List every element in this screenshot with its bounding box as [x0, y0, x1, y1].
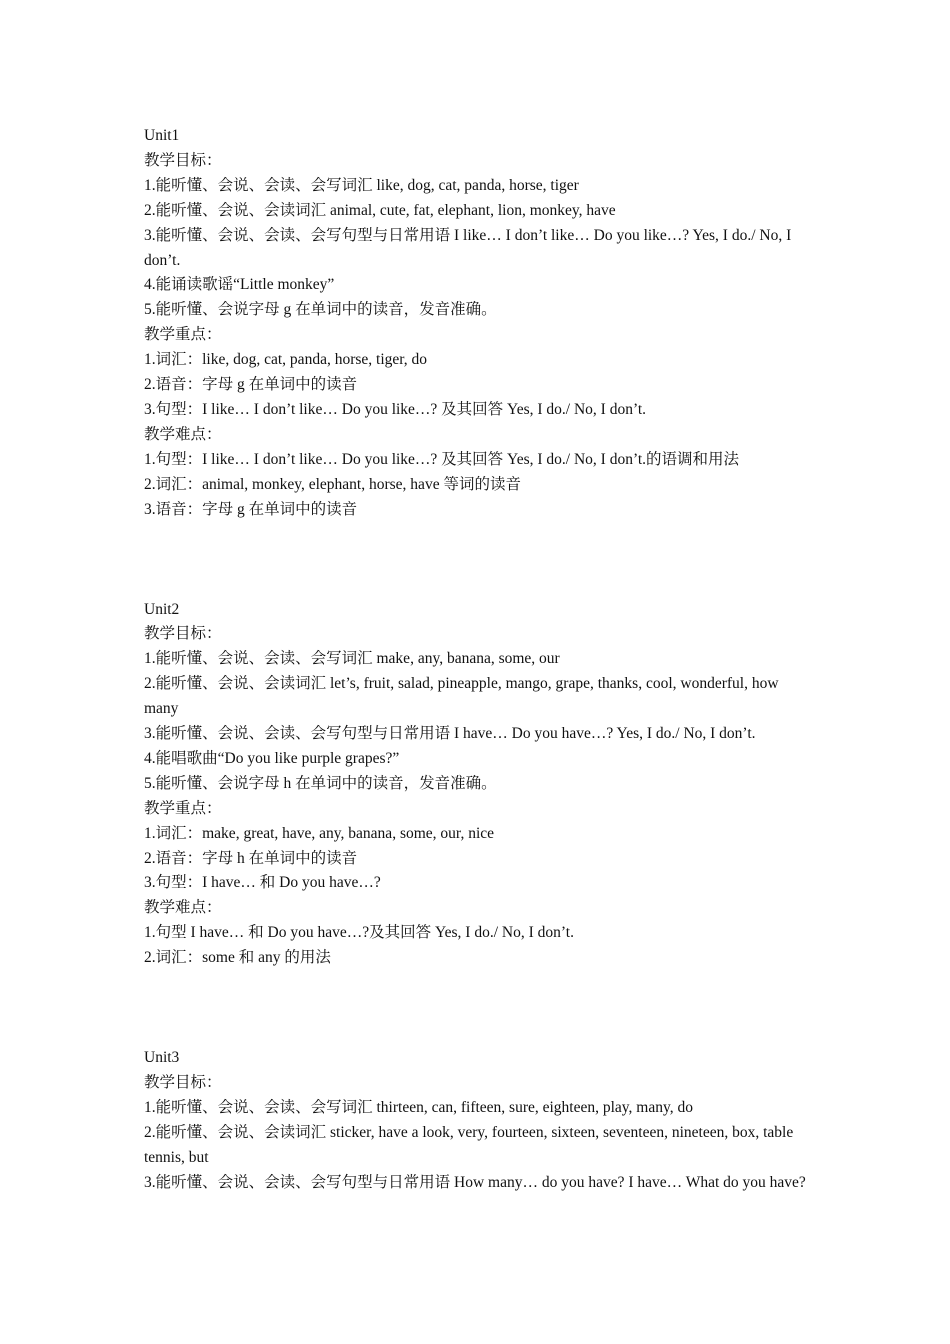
unit-1-section [144, 124, 814, 523]
section-heading: 教学难点： [144, 899, 222, 917]
list-item: 1.词汇：like, dog, cat, panda, horse, tiger, do [144, 351, 428, 369]
section-heading: 教学重点： [144, 326, 222, 344]
list-item: 1.能听懂、会说、会读、会写词汇 make, any, banana, some, our [144, 650, 560, 668]
unit-3-section [144, 1046, 814, 1195]
section-heading: 教学重点： [144, 799, 222, 817]
unit-title: Unit2 [144, 600, 180, 618]
list-item: 3.能听懂、会说、会读、会写句型与日常用语 How many… do you have? I have… What do you have? [144, 1173, 806, 1191]
list-item: 1.能听懂、会说、会读、会写词汇 like, dog, cat, panda, horse, tiger [144, 176, 579, 194]
list-item: 2.词汇：animal, monkey, elephant, horse, have 等词的读音 [144, 475, 521, 493]
unit-2-section [144, 598, 814, 972]
list-item: 5.能听懂、会说字母 h 在单词中的读音，发音准确。 [144, 774, 497, 792]
list-item: 1.词汇：make, great, have, any, banana, some, our, nice [144, 824, 495, 842]
list-item: 2.语音：字母 g 在单词中的读音 [144, 376, 358, 394]
section-heading: 教学目标： [144, 151, 222, 169]
list-item: 2.能听懂、会说、会读词汇 animal, cute, fat, elephant, lion, monkey, have [144, 201, 616, 219]
list-item: 3.语音：字母 g 在单词中的读音 [144, 500, 358, 518]
unit-title: Unit3 [144, 1049, 180, 1067]
list-item: 4.能诵读歌谣“Little monkey” [144, 276, 335, 294]
section-heading: 教学难点： [144, 425, 222, 443]
list-item: 4.能唱歌曲“Do you like purple grapes?” [144, 749, 400, 767]
document-page [144, 124, 814, 1196]
list-item: 3.能听懂、会说、会读、会写句型与日常用语 I like… I don’t like… Do you like…? Yes, I do./ No, I don’t. [144, 226, 792, 269]
list-item: 1.句型 I have… 和 Do you have…?及其回答 Yes, I do./ No, I don’t. [144, 924, 574, 942]
list-item: 3.句型：I like… I don’t like… Do you like…? 及其回答 Yes, I do./ No, I don’t. [144, 400, 647, 418]
list-item: 3.句型：I have… 和 Do you have…? [144, 874, 381, 892]
section-heading: 教学目标： [144, 625, 222, 643]
list-item: 1.句型：I like… I don’t like… Do you like…? 及其回答 Yes, I do./ No, I don’t.的语调和用法 [144, 450, 740, 468]
list-item: 2.能听懂、会说、会读词汇 let’s, fruit, salad, pineapple, mango, grape, thanks, cool, wonderful, how many [144, 675, 779, 718]
section-heading: 教学目标： [144, 1074, 222, 1091]
list-item: 5.能听懂、会说字母 g 在单词中的读音，发音准确。 [144, 301, 497, 319]
unit-title: Unit1 [144, 127, 180, 144]
list-item: 2.语音：字母 h 在单词中的读音 [144, 849, 358, 867]
list-item: 2.能听懂、会说、会读词汇 sticker, have a look, very, fourteen, sixteen, seventeen, nineteen, box, table tennis, but [144, 1123, 794, 1166]
list-item: 3.能听懂、会说、会读、会写句型与日常用语 I have… Do you have…? Yes, I do./ No, I don’t. [144, 725, 756, 743]
list-item: 1.能听懂、会说、会读、会写词汇 thirteen, can, fifteen, sure, eighteen, play, many, do [144, 1098, 693, 1116]
list-item: 2.词汇：some 和 any 的用法 [144, 949, 331, 967]
